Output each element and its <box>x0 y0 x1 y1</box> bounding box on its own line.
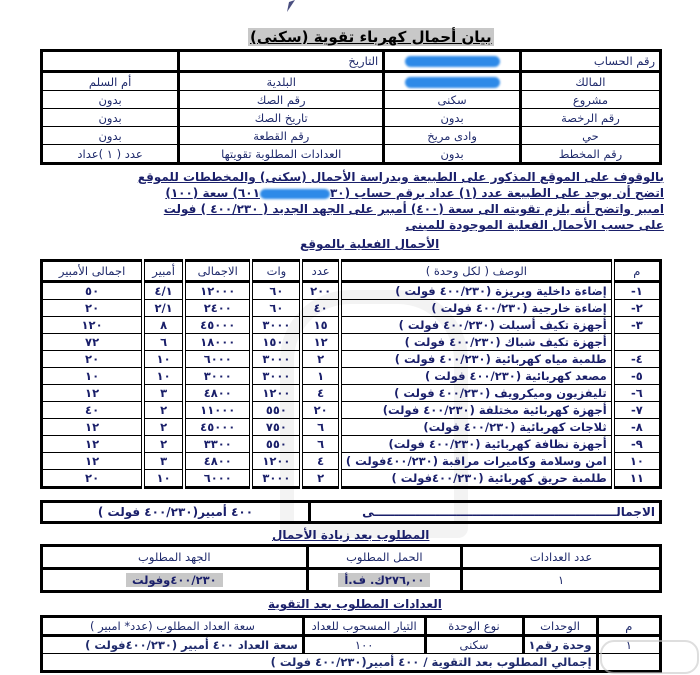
row-total-amp: ١٢ <box>42 385 144 402</box>
row-total: ١٢٠٠٠ <box>184 282 251 300</box>
info-table <box>40 49 662 165</box>
row-unit-type: سكنى <box>425 636 523 654</box>
row-desc: أجهزة كهربائية مختلفة (٤٠٠/٢٣٠ فولت) <box>340 402 613 419</box>
plan-number-label: رقم المخطط <box>520 145 660 164</box>
row-no: ٩- <box>613 436 661 453</box>
row-watt: ١٢٠٠ <box>251 385 301 402</box>
row-current: ١٠٠ <box>303 636 425 654</box>
row-desc: أجهزة تكيف أسبلت (٤٠٠/٢٣٠ فولت ) <box>340 317 613 334</box>
paragraph-line: امبير واتضح أنه يلزم تقويته الى سعة (٤٠٠) أمبير على الجهد الجديد ( ٤٠٠/٢٣٠ ) فولت <box>163 202 664 216</box>
loads-table <box>40 259 662 489</box>
plot-number-label: رقم القطعة <box>179 127 384 145</box>
date-label: التاريخ <box>179 51 384 72</box>
total-label: الاجمالـــــــــــــــــــــــــــــــــــــــــــــــــــــــــــى <box>309 502 660 523</box>
row-total: ٣٠٠٠ <box>184 368 251 385</box>
row-no: ١ <box>597 636 660 654</box>
deed-number-value: بدون <box>42 91 179 109</box>
col-voltage: الجهد المطلوب <box>42 546 308 569</box>
row-no <box>613 334 661 351</box>
date-value <box>42 51 179 72</box>
paragraph-line: على حسب الأحمال الفعلية الموجودة للمبنى <box>405 218 664 232</box>
row-watt: ٦٠ <box>251 300 301 317</box>
row-total-amp: ٢٠ <box>42 470 144 488</box>
row-watt: ٣٠٠٠ <box>251 470 301 488</box>
row-total-amp: ٧٢ <box>42 334 144 351</box>
actual-loads-heading: الأحمال الفعلية بالموقع <box>300 237 440 251</box>
total-value: ٤٠٠ أمبير(٤٠٠/٢٣٠ فولت ) <box>42 502 310 523</box>
row-no: ٤- <box>613 351 661 368</box>
row-watt: ٥٥٠ <box>251 436 301 453</box>
row-count: ٢٠ <box>301 402 340 419</box>
table-row <box>42 402 661 419</box>
row-total-amp: ١٢ <box>42 419 144 436</box>
row-desc: أجهزة تكيف شباك (٤٠٠/٢٣٠ فولت ) <box>340 334 613 351</box>
row-watt: ٦٠ <box>251 282 301 300</box>
row-total-amp: ٢٠ <box>42 300 144 317</box>
row-total-amp: ٤٠ <box>42 402 144 419</box>
row-no: ٧- <box>613 402 661 419</box>
row-watt: ٥٥٠ <box>251 402 301 419</box>
row-no: ٦- <box>613 385 661 402</box>
row-no: ٥- <box>613 368 661 385</box>
row-total: ١٨٠٠٠ <box>184 334 251 351</box>
row-desc: إضاءة خارجية (٤٠٠/٢٣٠ فولت ) <box>340 300 613 317</box>
row-amp: ٣ <box>143 453 184 470</box>
table-row <box>42 436 661 453</box>
row-total: ٤٨٠٠ <box>184 385 251 402</box>
row-watt: ٧٥٠ <box>251 419 301 436</box>
table-row <box>42 470 661 488</box>
required-heading: المطلوب بعد زيادة الأحمال <box>272 528 430 542</box>
col-desc: الوصف ( لكل وحدة ) <box>340 261 613 282</box>
row-amp: ٢ <box>143 419 184 436</box>
col-no: م <box>597 617 660 636</box>
row-no: ١٠ <box>613 453 661 470</box>
owner-value <box>384 72 521 91</box>
row-count: ٢ <box>301 470 340 488</box>
after-upgrade-heading: العدادات المطلوب بعد التقوية <box>268 597 442 611</box>
row-total-amp: ١٢ <box>42 453 144 470</box>
table-row <box>42 368 661 385</box>
row-amp: ٢/١ <box>143 300 184 317</box>
account-value <box>384 51 521 72</box>
after-upgrade-table <box>40 615 662 673</box>
required-load: ٢٧٦,٠٠ك. ف.أ <box>338 573 430 587</box>
row-desc: تليفزيون وميكرويف (٤٠٠/٢٣٠ فولت ) <box>340 385 613 402</box>
row-total-amp: ١٠ <box>42 368 144 385</box>
row-amp: ١٠ <box>143 368 184 385</box>
district-label: حي <box>520 127 660 145</box>
table-row <box>42 419 661 436</box>
account-label: رقم الحساب <box>520 51 660 72</box>
required-table <box>40 544 662 593</box>
col-capacity: سعة العداد المطلوب (عدد* امبير ) <box>42 617 304 636</box>
row-total-amp: ٢٠ <box>42 351 144 368</box>
project-label: مشروع <box>520 91 660 109</box>
row-total: ٤٥٠٠٠ <box>184 419 251 436</box>
row-count: ٦ <box>301 419 340 436</box>
row-desc: امن وسلامة وكاميرات مراقبة (٤٠٠/٢٣٠فولت ) <box>340 453 613 470</box>
meters-count: ١ <box>462 569 661 592</box>
table-header-row <box>42 546 661 569</box>
meters-to-upgrade-value: عدد ( ١ )عداد <box>42 145 179 164</box>
col-watt: وات <box>251 261 301 282</box>
redaction-mark <box>405 56 500 67</box>
row-amp: ٤/١ <box>143 282 184 300</box>
row-units: وحدة رقم١ <box>523 636 597 654</box>
row-count: ١ <box>301 368 340 385</box>
plot-number-value: بدون <box>42 127 179 145</box>
row-count: ٢٠٠ <box>301 282 340 300</box>
district-value: وادى مريخ <box>384 127 521 145</box>
municipality-label: البلدية <box>179 72 384 91</box>
table-row <box>42 453 661 470</box>
row-count: ١٥ <box>301 317 340 334</box>
deed-date-value: بدون <box>42 109 179 127</box>
col-meters: عدد العدادات <box>462 546 661 569</box>
required-voltage: ٤٠٠/٢٣٠وفولت <box>126 573 223 587</box>
site-watermark <box>600 640 699 674</box>
row-no: ١١ <box>613 470 661 488</box>
table-row <box>42 317 661 334</box>
row-amp: ٢ <box>143 402 184 419</box>
row-desc: أجهزة نظافة كهربائية (٤٠٠/٢٣٠ فولت) <box>340 436 613 453</box>
row-total: ٤٥٠٠٠ <box>184 317 251 334</box>
table-row <box>42 282 661 300</box>
plan-number-value: بدون <box>384 145 521 164</box>
col-count: عدد <box>301 261 340 282</box>
table-row <box>42 569 661 592</box>
deed-date-label: تاريخ الصك <box>179 109 384 127</box>
total-table <box>40 500 662 524</box>
table-row <box>42 334 661 351</box>
row-total-amp: ١٢٠ <box>42 317 144 334</box>
row-total: ١١٠٠٠ <box>184 402 251 419</box>
row-count: ١٢ <box>301 334 340 351</box>
row-desc: طلمبة حريق كهربائية (٤٠٠/٢٣٠فولت ) <box>340 470 613 488</box>
row-desc: إضاءة داخلية وبريزة (٤٠٠/٢٣٠ فولت ) <box>340 282 613 300</box>
row-desc: طلمبة مياه كهربائية (٤٠٠/٢٣٠ فولت ) <box>340 351 613 368</box>
table-row <box>42 351 661 368</box>
row-count: ٦ <box>301 436 340 453</box>
row-no: ٨- <box>613 419 661 436</box>
col-no: م <box>613 261 661 282</box>
row-amp: ٨ <box>143 317 184 334</box>
row-total-amp: ٥٠ <box>42 282 144 300</box>
row-count: ٢ <box>301 351 340 368</box>
table-row <box>42 385 661 402</box>
col-total-amp: اجمالى الأمبير <box>42 261 144 282</box>
row-count: ٤٠ <box>301 300 340 317</box>
site-assessment-paragraph <box>120 169 664 233</box>
license-label: رقم الرخصة <box>520 109 660 127</box>
col-amp: أمبير <box>143 261 184 282</box>
row-total: ٦٠٠٠ <box>184 470 251 488</box>
project-value: سكنى <box>384 91 521 109</box>
document-title: بيان أحمال كهرباء تقوية (سكنى) <box>250 28 492 46</box>
row-total: ٣٣٠٠ <box>184 436 251 453</box>
row-no: ١- <box>613 282 661 300</box>
row-capacity: سعة العداد ٤٠٠ أمبير (٤٠٠/٢٣٠فولت ) <box>42 636 304 654</box>
row-total: ٢٤٠٠ <box>184 300 251 317</box>
table-row <box>42 636 661 654</box>
redaction-mark <box>405 77 500 88</box>
col-unit-type: نوع الوحدة <box>425 617 523 636</box>
table-header-row <box>42 617 661 636</box>
col-load: الحمل المطلوب <box>307 546 462 569</box>
logo-fragment-icon <box>283 0 297 14</box>
row-count: ٤ <box>301 385 340 402</box>
row-desc: ثلاجات كهربائية (٤٠٠/٢٣٠ فولت) <box>340 419 613 436</box>
row-amp: ١٠ <box>143 470 184 488</box>
col-units: الوحدات <box>523 617 597 636</box>
table-row <box>42 300 661 317</box>
row-watt: ١٢٠٠ <box>251 453 301 470</box>
row-watt: ٣٠٠٠ <box>251 368 301 385</box>
row-desc: مصعد كهربائية (٤٠٠/٢٣٠ فولت ) <box>340 368 613 385</box>
row-no: ٣- <box>613 317 661 334</box>
row-watt: ١٥٠٠ <box>251 334 301 351</box>
row-amp: ١٠ <box>143 351 184 368</box>
redaction-mark <box>260 189 330 199</box>
municipality-value: أم السلم <box>42 72 179 91</box>
table-row <box>42 654 661 672</box>
row-amp: ٢ <box>143 436 184 453</box>
col-total: الاجمالى <box>184 261 251 282</box>
row-no: ٢- <box>613 300 661 317</box>
row-total: ٤٨٠٠ <box>184 453 251 470</box>
row-total: ٦٠٠٠ <box>184 351 251 368</box>
row-total-amp: ١٢ <box>42 436 144 453</box>
row-amp: ٦ <box>143 334 184 351</box>
table-header-row <box>42 261 661 282</box>
meters-to-upgrade-label: العدادات المطلوبة تقويتها <box>179 145 384 164</box>
deed-number-label: رقم الصك <box>179 91 384 109</box>
license-value: بدون <box>384 109 521 127</box>
owner-label: المالك <box>520 72 660 91</box>
paragraph-line: اتضح أن يوجد على الطبيعة عدد (١) عداد برقم حساب (٣٠٦٠١) سعة (١٠٠) <box>165 186 664 200</box>
row-amp: ٣ <box>143 385 184 402</box>
row-watt: ٣٠٠٠ <box>251 317 301 334</box>
after-total: إجمالي المطلوب بعد التقوية / ٤٠٠ أمبير(٤٠٠/٢٣٠ فولت ) <box>42 654 598 672</box>
col-current: التيار المسحوب للعداد <box>303 617 425 636</box>
paragraph-line: بالوقوف على الموقع المذكور على الطبيعة وبدراسة الأحمال (سكنى) والمخططات للموقع <box>137 170 664 184</box>
row-count: ٤ <box>301 453 340 470</box>
row-watt: ٣٠٠٠ <box>251 351 301 368</box>
